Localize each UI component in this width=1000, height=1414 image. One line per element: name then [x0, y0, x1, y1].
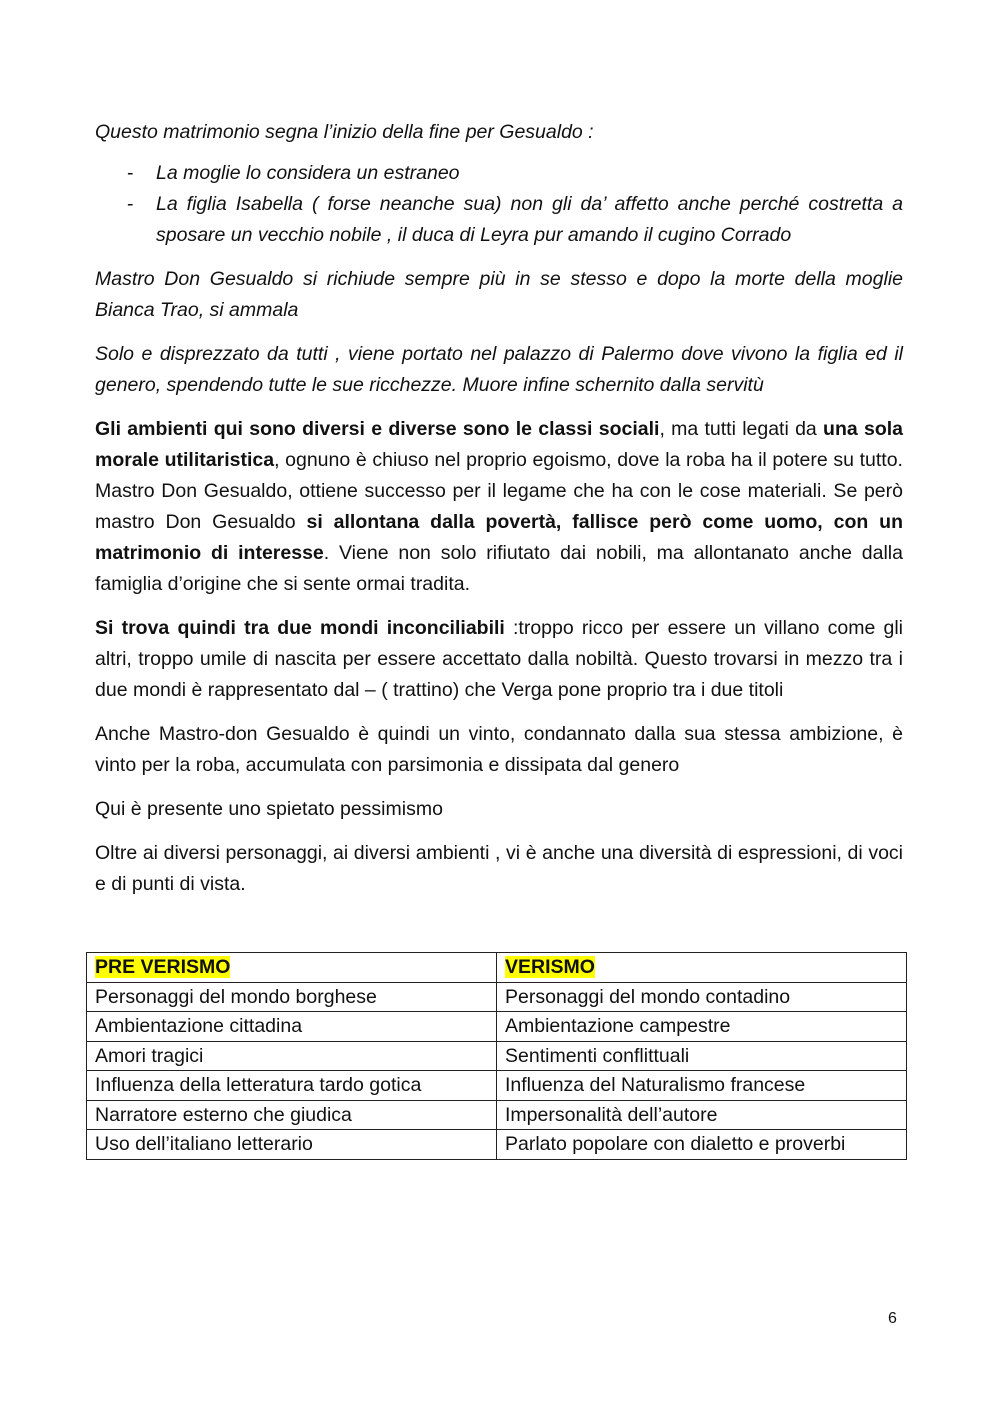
table-cell: Ambientazione cittadina — [87, 1012, 497, 1042]
consequences-list — [95, 158, 903, 251]
text-span: , ma tutti legati da — [659, 418, 824, 440]
comparison-table — [86, 952, 907, 1160]
vinto-paragraph: Anche Mastro-don Gesualdo è quindi un vinto, condannato dalla sua stessa ambizione, è vinto per la roba, accumulata con parsimonia e dissipata dal genero — [95, 723, 903, 776]
list-item: - La moglie lo considera un estraneo — [95, 158, 903, 189]
table-row — [87, 1071, 907, 1101]
table-cell: Personaggi del mondo contadino — [497, 982, 907, 1012]
table-row — [87, 1130, 907, 1160]
table-cell: Influenza del Naturalismo francese — [497, 1071, 907, 1101]
highlighted-header: VERISMO — [505, 956, 595, 979]
table-cell: Impersonalità dell’autore — [497, 1100, 907, 1130]
oltre-paragraph: Oltre ai diversi personaggi, ai diversi ambienti , vi è anche una diversità di espressioni, di voci e di punti di vista. — [95, 842, 903, 895]
intro-paragraph: Questo matrimonio segna l’inizio della fine per Gesualdo : — [95, 121, 594, 143]
bold-text: si allontana dalla povertà, fallisce però come uomo, con un matrimonio di interesse — [95, 511, 903, 564]
page-body — [95, 117, 903, 913]
table-cell: Ambientazione campestre — [497, 1012, 907, 1042]
table-cell: Sentimenti conflittuali — [497, 1041, 907, 1071]
bold-text: Gli ambienti qui sono diversi e diverse sono le classi sociali — [95, 418, 660, 440]
ambienti-paragraph — [95, 414, 903, 600]
table-header-row — [87, 953, 907, 983]
table-cell: Personaggi del mondo borghese — [87, 982, 497, 1012]
text-span: . Viene non solo rifiutato dai nobili, ma allontanato anche dalla famiglia d’origine che si sente ormai tradita. — [95, 542, 903, 595]
text-span: , ognuno è chiuso nel proprio egoismo, dove la roba ha il potere su tutto. Mastro Don Gesualdo, ottiene successo per il legame che ha con le cose materiali. Se però mastro Don Gesualdo — [95, 449, 903, 533]
death-paragraph: Solo e disprezzato da tutti , viene portato nel palazzo di Palermo dove vivono la figlia ed il genero, spendendo tutte le sue ricchezze. Muore infine schernito dalla servitù — [95, 343, 903, 396]
highlighted-header: PRE VERISMO — [95, 956, 231, 979]
table-cell: Uso dell’italiano letterario — [87, 1130, 497, 1160]
header-cell — [87, 953, 497, 983]
bold-text: Si trova quindi tra due mondi inconciliabili — [95, 617, 505, 639]
header-cell — [497, 953, 907, 983]
list-item: - La figlia Isabella ( forse neanche sua) non gli da’ affetto anche perché costretta a sposare un vecchio nobile , il duca di Leyra pur amando il cugino Corrado — [95, 189, 903, 251]
table-cell: Narratore esterno che giudica — [87, 1100, 497, 1130]
pessimismo-paragraph: Qui è presente uno spietato pessimismo — [95, 798, 443, 820]
bold-text: una sola morale utilitaristica — [95, 418, 904, 471]
table-row — [87, 982, 907, 1012]
table-cell: Amori tragici — [87, 1041, 497, 1071]
table-cell: Parlato popolare con dialetto e proverbi — [497, 1130, 907, 1160]
table-row — [87, 1041, 907, 1071]
page-number: 6 — [888, 1310, 897, 1327]
table-cell: Influenza della letteratura tardo gotica — [87, 1071, 497, 1101]
text-span: :troppo ricco per essere un villano come gli altri, troppo umile di nascita per essere accettato dalla nobiltà. Questo trovarsi in mezzo tra i due mondi è rappresentato dal – ( trattino) che Verga pone proprio tra i due titoli — [95, 617, 903, 701]
table-row — [87, 1012, 907, 1042]
table-row — [87, 1100, 907, 1130]
illness-paragraph: Mastro Don Gesualdo si richiude sempre più in se stesso e dopo la morte della moglie Bianca Trao, si ammala — [95, 268, 903, 321]
mondi-paragraph — [95, 613, 903, 706]
